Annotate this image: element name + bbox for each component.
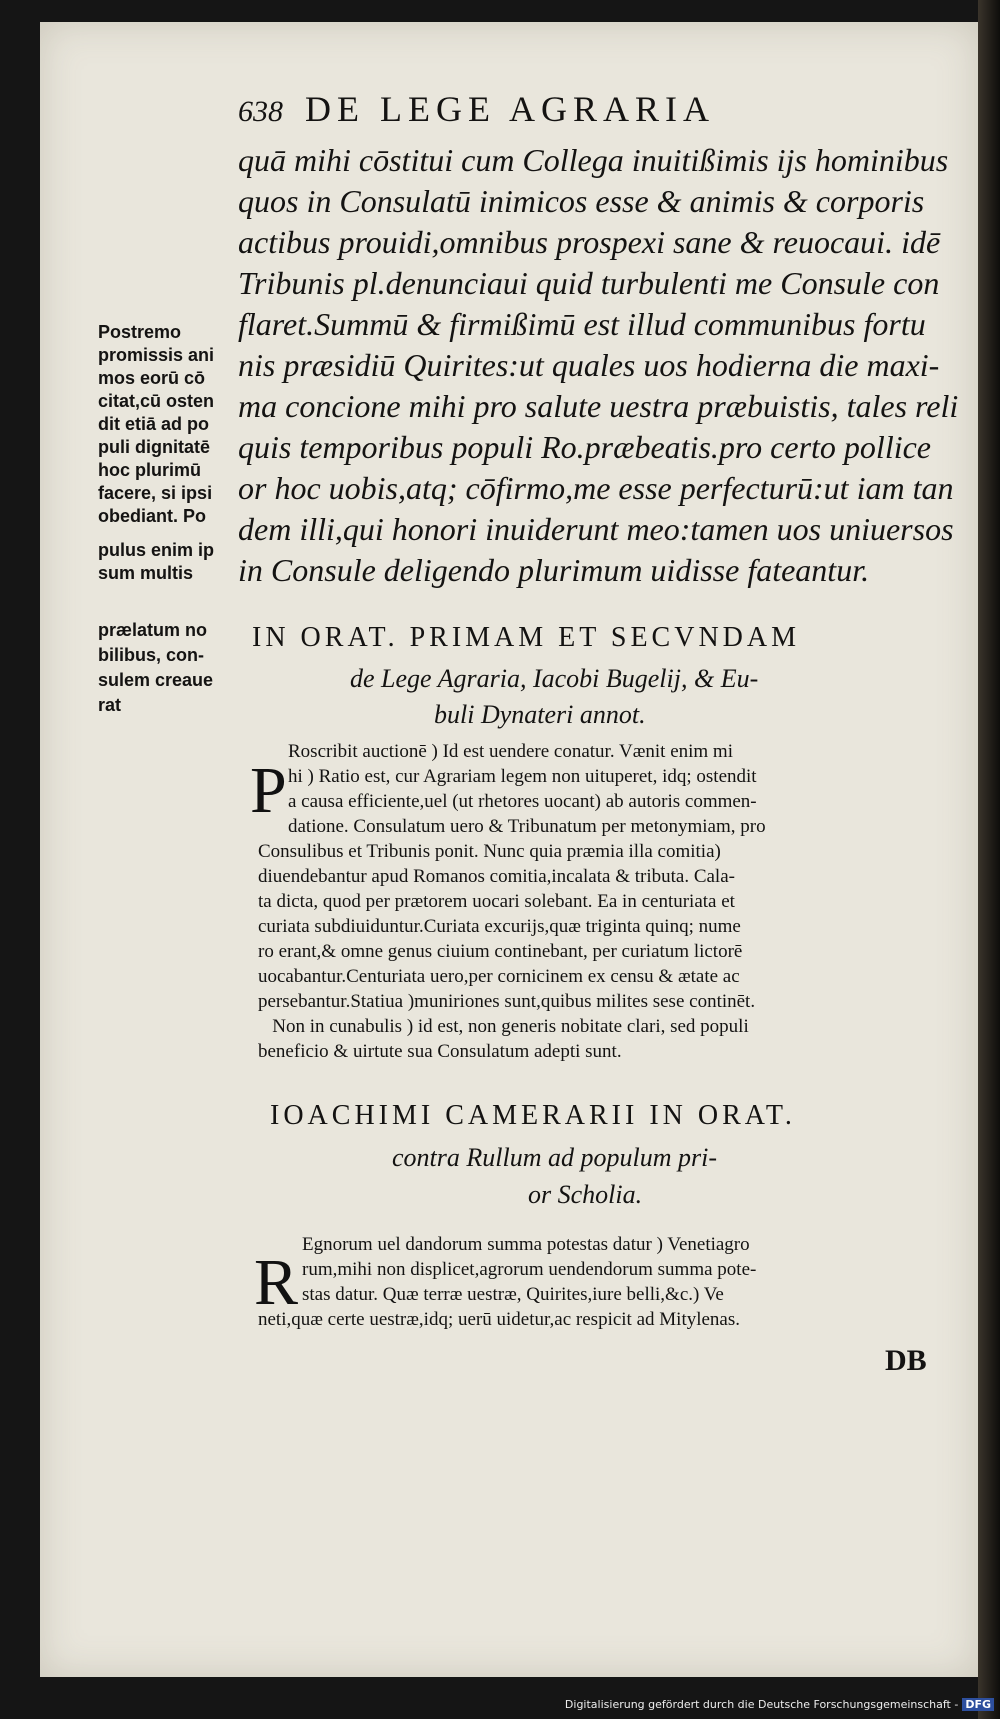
running-header <box>238 88 715 130</box>
margin-note-line: promissis ani <box>98 345 215 365</box>
margin-note-line: dit etiā ad po <box>98 414 210 434</box>
section-subheading: contra Rullum ad populum pri- <box>392 1143 717 1172</box>
annotation-line: neti,quæ certe uestræ,idq; uerū uidetur,ac respicit ad Mitylenas. <box>258 1309 741 1330</box>
annotation-line: ro erant,& omne genus ciuium continebant, per curiatum lictorē <box>258 941 743 962</box>
book-spine <box>978 0 1000 1719</box>
main-text-line: nis præsidiū Quirites:ut quales uos hodierna die maxi- <box>238 347 940 383</box>
page-number: 638 <box>238 95 283 128</box>
annotation-line: curiata subdiuiduntur.Curiata excurijs,quæ triginta quinq; nume <box>258 916 741 937</box>
annotation-line: beneficio & uirtute sua Consulatum adepti sunt. <box>258 1041 622 1062</box>
annotation-line: persebantur.Statiua )muniriones sunt,quibus milites sese continēt. <box>258 991 756 1012</box>
section-subheading: buli Dynateri annot. <box>434 700 646 729</box>
digitization-credit <box>565 1698 994 1711</box>
margin-note-line: pulus enim ip <box>98 540 215 560</box>
section-heading: IOACHIMI CAMERARII IN ORAT. <box>270 1100 796 1131</box>
main-text-line: Tribunis pl.denunciaui quid turbulenti me Consule con <box>238 265 940 301</box>
annotation-line: Egnorum uel dandorum summa potestas datur ) Venetiagro <box>302 1234 750 1255</box>
margin-note-line: sulem creaue <box>98 670 214 690</box>
margin-note-line: citat,cū osten <box>98 391 215 411</box>
margin-note-line: rat <box>98 695 122 715</box>
main-text-line: dem illi,qui honori inuiderunt meo:tamen uos uniuersos <box>238 511 954 547</box>
catchword: DB <box>885 1344 927 1377</box>
dfg-logo: DFG <box>962 1698 994 1711</box>
section-subheading: de Lege Agraria, Iacobi Bugelij, & Eu- <box>350 664 759 693</box>
annotation-line: Consulibus et Tribunis ponit. Nunc quia præmia illa comitia) <box>258 841 721 862</box>
annotation-line: datione. Consulatum uero & Tribunatum per metonymiam, pro <box>288 816 766 837</box>
margin-note-line: Postremo <box>98 322 182 342</box>
annotation-line: ta dicta, quod per prætorem uocari solebant. Ea in centuriata et <box>258 891 735 912</box>
main-text-line: in Consule deligendo plurimum uidisse fateantur. <box>238 552 870 588</box>
section-subheading: or Scholia. <box>528 1180 643 1209</box>
annotation-line: Non in cunabulis ) id est, non generis nobitate clari, sed populi <box>258 1016 749 1037</box>
main-text-line: quis temporibus populi Ro.præbeatis.pro certo pollice <box>238 429 931 465</box>
margin-note-line: puli dignitatē <box>98 437 210 457</box>
main-text-line: or hoc uobis,atq; cōfirmo,me esse perfecturū:ut iam tan <box>238 470 954 506</box>
annotation-line: stas datur. Quæ terræ uestræ, Quirites,iure belli,&c.) Ve <box>302 1284 724 1305</box>
credit-text: Digitalisierung gefördert durch die Deutsche Forschungsgemeinschaft - <box>564 1698 959 1711</box>
margin-note-line: bilibus, con- <box>98 645 204 665</box>
annotation-line: hi ) Ratio est, cur Agrariam legem non uituperet, idq; ostendit <box>288 766 757 787</box>
section-heading: IN ORAT. PRIMAM ET SECVNDAM <box>252 622 801 653</box>
margin-note-line: facere, si ipsi <box>98 483 213 503</box>
main-text-line: quos in Consulatū inimicos esse & animis & corporis <box>238 183 925 219</box>
annotation-line: Roscribit auctionē ) Id est uendere conatur. Vænit enim mi <box>288 741 733 762</box>
main-text-line: ma concione mihi pro salute uestra præbuistis, tales reli <box>238 388 959 424</box>
margin-note-line: obediant. Po <box>98 506 206 526</box>
margin-note-line: prælatum no <box>98 620 208 640</box>
main-text-line: quā mihi cōstitui cum Collega inuitißimis ijs hominibus <box>238 142 949 178</box>
margin-note-line: hoc plurimū <box>98 460 201 480</box>
running-head-title: DE LEGE AGRARIA <box>305 89 715 129</box>
margin-note-line: sum multis <box>98 563 194 583</box>
main-text-line: flaret.Summū & firmißimū est illud communibus fortu <box>238 306 926 342</box>
annotation-line: uocabantur.Centuriata uero,per cornicinem ex censu & ætate ac <box>258 966 740 987</box>
annotation-line: a causa efficiente,uel (ut rhetores uocant) ab autoris commen- <box>288 791 757 812</box>
drop-capital: P <box>250 754 287 827</box>
annotation-line: rum,mihi non displicet,agrorum uendendorum summa pote- <box>302 1259 757 1280</box>
annotation-line: diuendebantur apud Romanos comitia,incalata & tributa. Cala- <box>258 866 735 887</box>
margin-note-line: mos eorū cō <box>98 368 206 388</box>
main-text-line: actibus prouidi,omnibus prospexi sane & reuocaui. idē <box>238 224 941 260</box>
drop-capital: R <box>254 1246 299 1319</box>
